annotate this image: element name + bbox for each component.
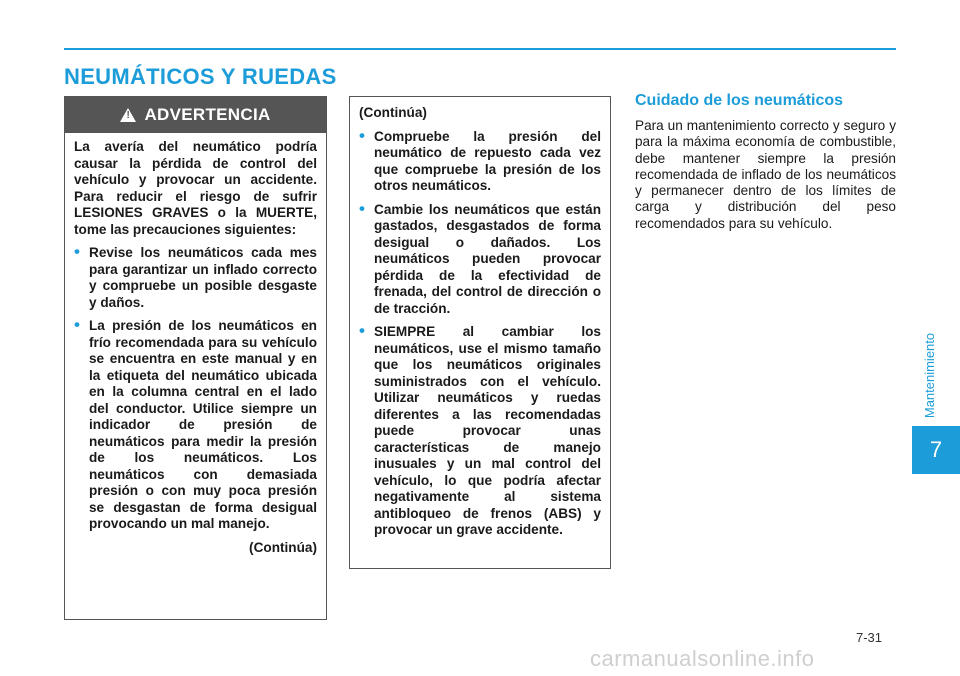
warning-triangle-icon — [120, 108, 136, 122]
warning-header — [65, 97, 326, 133]
continued-body — [350, 97, 610, 552]
chapter-side-label-text: Mantenimiento — [922, 332, 938, 418]
continues-label: (Continúa) — [249, 539, 317, 555]
list-item: • SIEMPRE al cambiar los neumáticos, use el mismo tamaño que los neumáticos originales suministrados con el vehículo. Utilizar neumáticos y ruedas diferentes a las recomendadas puede provocar unas características de manejo inusuales y un mal control del vehículo, lo que podría afectar negativamente al sistema antibloqueo de frenos (ABS) y provocar un grave accidente. — [359, 324, 601, 539]
warning-box — [64, 96, 327, 620]
watermark: carmanualsonline.info — [590, 646, 815, 671]
list-item: • Cambie los neumáticos que están gastados, desgastados de forma desigual o dañados. Los neumáticos pueden provocar pérdida de la efectividad de frenada, del control de dirección o de tracción. — [359, 202, 601, 318]
list-item: • Revise los neumáticos cada mes para garantizar un inflado correcto y compruebe un posible desgaste y daños. — [74, 245, 317, 311]
tire-care-body: Para un mantenimiento correcto y seguro y para la máxima economía de combustible, debe mantener siempre la presión recomendada de inflado de los neumáticos y permanecer dentro de los límites de carga y distribución del peso recomendados para su vehículo. — [635, 118, 896, 231]
list-item: • Compruebe la presión del neumático de repuesto cada vez que compruebe la presión de los otros neumáticos. — [359, 129, 601, 195]
tire-care-heading: Cuidado de los neumáticos — [635, 92, 844, 109]
warning-bullets — [74, 245, 317, 533]
chapter-tab: 7 — [912, 426, 960, 474]
continued-bullets — [359, 129, 601, 539]
continued-label: (Continúa) — [359, 105, 427, 120]
section-title: NEUMÁTICOS Y RUEDAS — [64, 64, 337, 89]
list-item: • La presión de los neumáticos en frío recomendada para su vehículo se encuentra en este manual y en la etiqueta del neumático ubicada en la columna central en el lado del conductor. Utilice siempre un indicador de presión de neumáticos para medir la presión de los neumáticos. Los neumáticos con demasiada presión o con muy poca presión se desgastan de forma desigual provocando un mal manejo. — [74, 318, 317, 533]
warning-header-label: ADVERTENCIA — [144, 105, 271, 124]
continued-warning-box — [349, 96, 611, 569]
page-number: 7-31 — [856, 630, 883, 645]
tire-care-section — [635, 92, 896, 232]
chapter-side-label — [920, 325, 940, 425]
warning-intro: La avería del neumático podría causar la pérdida de control del vehículo y provocar un accidente. Para reducir el riesgo de sufrir LESIONES GRAVES o la MUERTE, tome las precauciones siguientes: — [74, 139, 317, 237]
warning-body — [65, 133, 326, 562]
top-rule — [64, 48, 896, 50]
